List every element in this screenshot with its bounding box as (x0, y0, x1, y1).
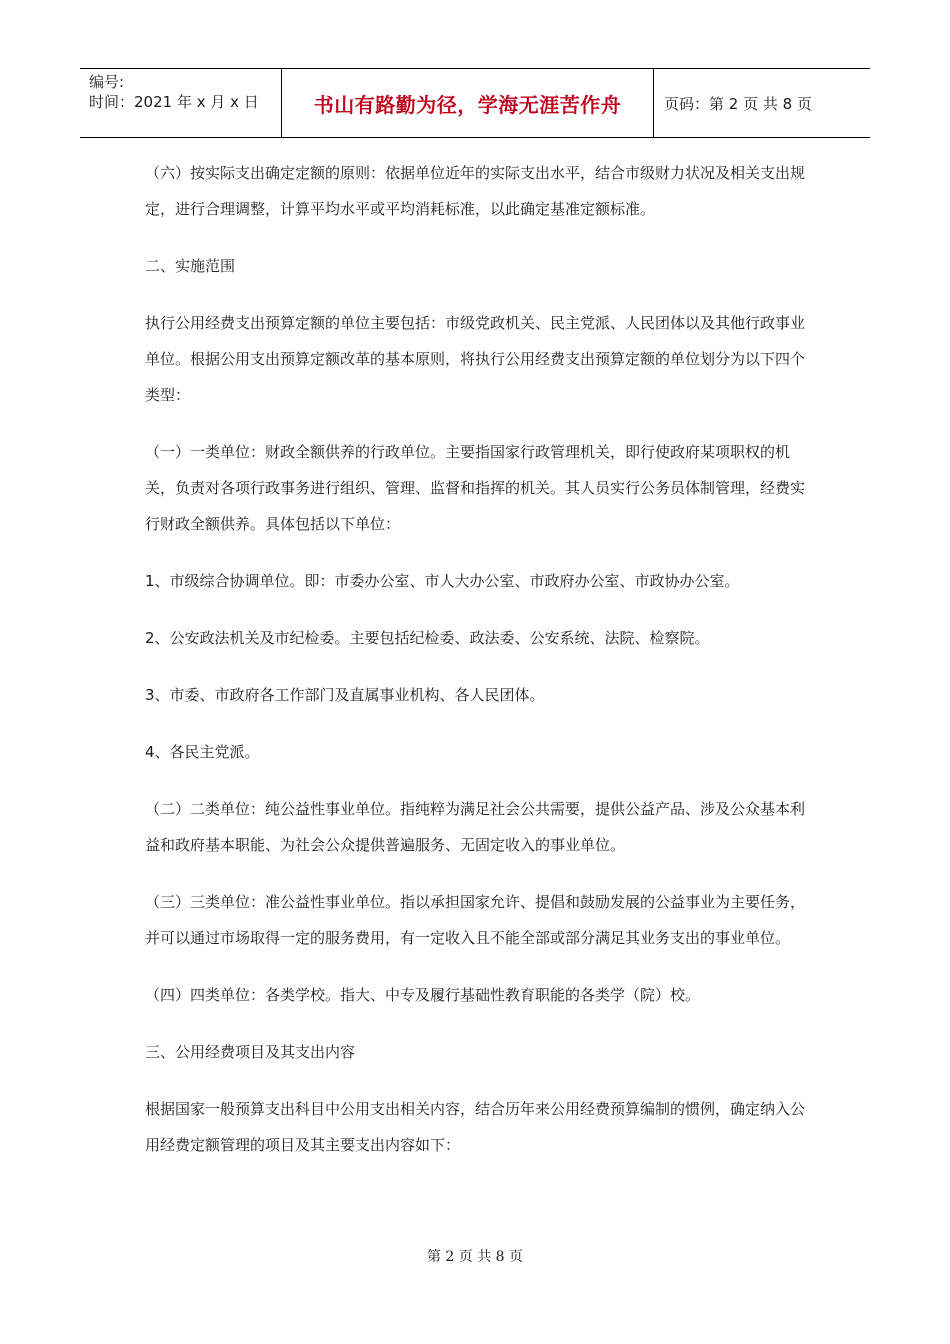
page-footer: 第 2 页 共 8 页 (426, 1249, 524, 1265)
document-date-label: 时间：2021 年 x 月 x 日 (89, 93, 259, 111)
section-heading-expense-items: 三、公用经费项目及其支出内容 (145, 1043, 356, 1061)
document-body (145, 155, 805, 1184)
header-meta (80, 69, 282, 137)
paragraph-category-three: （三）三类单位：准公益性事业单位。指以承担国家允许、提倡和鼓励发展的公益事业为主要任务，并可以通过市场取得一定的服务费用，有一定收入且不能全部或部分满足其业务支出的事业单位。 (145, 893, 806, 947)
list-item-3: 3、市委、市政府各工作部门及直属事业机构、各人民团体。 (145, 686, 545, 704)
paragraph-category-four: （四）四类单位：各类学校。指大、中专及履行基础性教育职能的各类学（院）校。 (145, 986, 701, 1004)
list-item-4: 4、各民主党派。 (145, 743, 260, 761)
paragraph-principle-six: （六）按实际支出确定定额的原则：依据单位近年的实际支出水平，结合市级财力状况及相关支出规定，进行合理调整，计算平均水平或平均消耗标准，以此确定基准定额标准。 (145, 164, 806, 218)
header-motto: 书山有路勤为径，学海无涯苦作舟 (282, 69, 654, 137)
header-page-info: 页码：第 2 页 共 8 页 (664, 94, 812, 113)
section-heading-scope: 二、实施范围 (145, 257, 236, 275)
list-item-1: 1、市级综合协调单位。即：市委办公室、市人大办公室、市政府办公室、市政协办公室。 (145, 572, 740, 590)
document-number-label: 编号: (89, 73, 125, 91)
document-header (80, 68, 870, 138)
paragraph-scope-intro: 执行公用经费支出预算定额的单位主要包括：市级党政机关、民主党派、人民团体以及其他行政事业单位。根据公用支出预算定额改革的基本原则，将执行公用经费支出预算定额的单位划分为以下四个类型： (145, 314, 806, 404)
list-item-2: 2、公安政法机关及市纪检委。主要包括纪检委、政法委、公安系统、法院、检察院。 (145, 629, 710, 647)
paragraph-category-two: （二）二类单位：纯公益性事业单位。指纯粹为满足社会公共需要，提供公益产品、涉及公众基本利益和政府基本职能、为社会公众提供普遍服务、无固定收入的事业单位。 (145, 800, 806, 854)
paragraph-category-one: （一）一类单位：财政全额供养的行政单位。主要指国家行政管理机关，即行使政府某项职权的机关，负责对各项行政事务进行组织、管理、监督和指挥的机关。其人员实行公务员体制管理，经费实行财政全额供养。具体包括以下单位： (145, 443, 806, 533)
paragraph-expense-intro: 根据国家一般预算支出科目中公用支出相关内容，结合历年来公用经费预算编制的惯例，确定纳入公用经费定额管理的项目及其主要支出内容如下： (145, 1100, 806, 1154)
